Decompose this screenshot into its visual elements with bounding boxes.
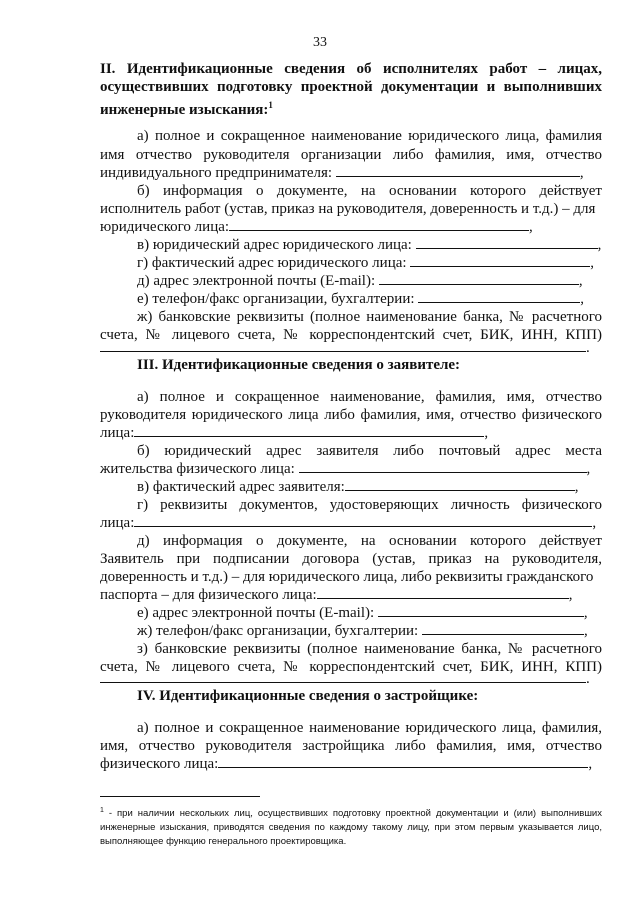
field-label: физического лица: (100, 756, 219, 772)
s3-line-a1: а) полное и сокращенное наименование, фамилия, имя, отчество (137, 389, 602, 405)
fill-line[interactable] (418, 290, 580, 303)
section-2-heading (100, 60, 602, 119)
fill-line[interactable] (134, 424, 484, 437)
fill-line[interactable] (317, 586, 569, 599)
field-label: лица: (100, 515, 135, 531)
fill-line[interactable] (100, 670, 586, 683)
fill-line[interactable] (345, 478, 575, 491)
s4-line-a2: имя, отчество руководителя застройщика либо фамилия, имя, отчество (100, 738, 602, 754)
s2-line-a2: имя отчество руководителя организации либо фамилия, имя, отчество (100, 147, 602, 163)
comma: , (580, 291, 585, 307)
comma: , (484, 425, 489, 441)
s2-field-v (137, 236, 602, 255)
comma: , (574, 479, 579, 495)
fill-line[interactable] (299, 460, 587, 473)
comma: , (568, 587, 573, 603)
comma: , (590, 255, 595, 271)
comma: , (578, 273, 583, 289)
footnote-ref: 1 (268, 100, 273, 110)
s3-field-a (100, 424, 602, 443)
fill-line[interactable] (100, 339, 586, 352)
comma: , (588, 756, 593, 772)
fill-line[interactable] (379, 272, 579, 285)
s2-line-zh2: счета, № лицевого счета, № корреспондентский счет, БИК, ИНН, КПП) (100, 327, 602, 343)
s4-field-a (100, 755, 602, 774)
s3-field-b (100, 460, 602, 479)
field-label: е) телефон/факс организации, бухгалтерии: (137, 291, 415, 307)
s3-field-d (100, 586, 602, 605)
s2-line-b2: исполнитель работ (устав, приказ на руководителя, доверенность и т.д.) – для (100, 201, 596, 217)
s3-line-g1: г) реквизиты документов, удостоверяющих личность физического (137, 497, 602, 513)
s3-field-g (100, 514, 602, 533)
comma: , (583, 623, 588, 639)
fill-line[interactable] (416, 236, 598, 249)
comma: , (597, 237, 602, 253)
field-label: в) фактический адрес заявителя: (137, 479, 345, 495)
field-label: е) адрес электронной почты (E-mail): (137, 605, 375, 621)
section-4-heading: IV. Идентификационные сведения о застройщике: (137, 688, 479, 704)
s4-line-a1: а) полное и сокращенное наименование юридического лица, фамилия, (137, 720, 602, 736)
field-label: жительства физического лица: (100, 461, 295, 477)
s3-field-zh (137, 622, 602, 641)
fill-line[interactable] (218, 755, 588, 768)
fill-line[interactable] (378, 604, 584, 617)
field-label: паспорта – для физического лица: (100, 587, 317, 603)
field-label: д) адрес электронной почты (E-mail): (137, 273, 376, 289)
fill-line[interactable] (422, 622, 584, 635)
fill-line[interactable] (410, 254, 590, 267)
fill-line[interactable] (134, 514, 592, 527)
field-label: г) фактический адрес юридического лица: (137, 255, 407, 271)
s3-line-d3: доверенность и т.д.) – для юридического лица, либо реквизиты гражданского (100, 569, 594, 585)
s3-line-z1: з) банковские реквизиты (полное наименование банка, № расчетного (137, 641, 602, 657)
s2-field-e (137, 290, 602, 309)
s2-field-g (137, 254, 602, 273)
period: . (586, 340, 590, 356)
comma: , (579, 165, 584, 181)
comma: , (592, 515, 597, 531)
field-label: индивидуального предпринимателя: (100, 165, 333, 181)
s3-line-b1: б) юридический адрес заявителя либо почтовый адрес места (137, 443, 602, 459)
field-label: юридического лица: (100, 219, 230, 235)
s2-field-d (137, 272, 602, 291)
footnote-marker: 1 (100, 807, 104, 814)
s3-line-z2: счета, № лицевого счета, № корреспондентский счет, БИК, ИНН, КПП) (100, 659, 602, 675)
footnote-text: - при наличии нескольких лиц, осуществивших подготовку проектной документации и (или) выполнивших инженерные изыскания, приводятся сведения по каждому такому лицу, при этом первым указывается лицо, выполняющее функцию генерального проектировщика. (100, 808, 602, 848)
s3-field-v (137, 478, 602, 497)
fill-line[interactable] (336, 164, 580, 177)
section-3-heading: III. Идентификационные сведения о заявителе: (137, 357, 461, 373)
footnote (100, 804, 602, 849)
comma: , (586, 461, 591, 477)
period: . (586, 671, 590, 687)
s3-line-a2: руководителя юридического лица либо фамилия, имя, отчество физического (100, 407, 602, 423)
field-label: лица: (100, 425, 135, 441)
field-label: в) юридический адрес юридического лица: (137, 237, 412, 253)
comma: , (583, 605, 588, 621)
field-label: ж) телефон/факс организации, бухгалтерии: (137, 623, 419, 639)
s2-field-a (100, 164, 602, 183)
page-number: 33 (313, 35, 327, 50)
s2-line-a1: а) полное и сокращенное наименование юридического лица, фамилия (137, 128, 602, 144)
s3-field-e (137, 604, 602, 623)
section-2-heading-text: II. Идентификационные сведения об исполнителях работ – лицах, осуществивших подготовку проектной документации и выполнивших инженерные изыскания: (100, 61, 602, 118)
s2-field-b (100, 218, 602, 237)
s2-line-b1: б) информация о документе, на основании которого действует (137, 183, 602, 199)
comma: , (529, 219, 533, 235)
footnote-separator (100, 796, 260, 797)
s2-line-zh1: ж) банковские реквизиты (полное наименование банка, № расчетного (137, 309, 602, 325)
s3-line-d1: д) информация о документе, на основании которого действует (137, 533, 602, 549)
fill-line[interactable] (229, 218, 529, 231)
s3-line-d2: Заявитель при подписании договора (устав, приказ на руководителя, (100, 551, 602, 567)
